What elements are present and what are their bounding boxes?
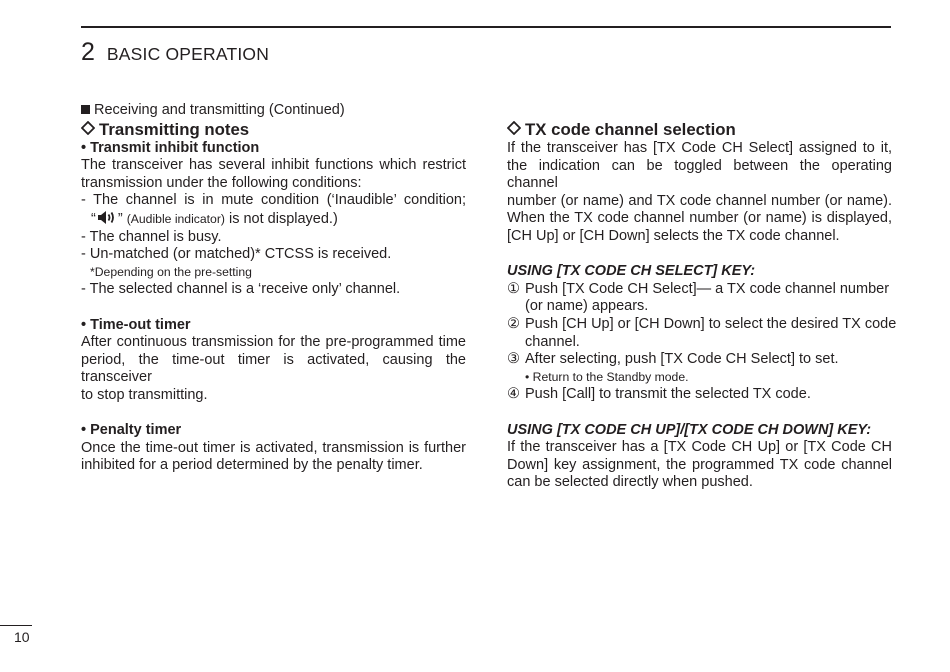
left-column — [81, 102, 466, 475]
step-3-note: • Return to the Standby mode. — [525, 369, 689, 384]
diamond-icon — [507, 121, 521, 135]
using-select-key-title: USING [TX CODE CH SELECT] KEY: — [507, 263, 756, 280]
step-4: ④ Push [Call] to transmit the selected TX code. — [507, 386, 811, 403]
section-title: Receiving and transmitting (Continued) — [81, 102, 466, 120]
page-number: 10 — [14, 629, 30, 645]
speaker-icon — [97, 210, 117, 225]
chapter-title: BASIC OPERATION — [106, 44, 270, 64]
penalty-line-1: Once the time-out timer is activated, transmission is further — [81, 439, 466, 456]
timeout-line-1: After continuous transmission for the pre-programmed time — [81, 334, 466, 351]
chapter-number: 2 — [81, 38, 95, 66]
penalty-line-2: inhibited for a period determined by the penalty timer. — [81, 457, 423, 474]
step-1-cont: (or name) appears. — [525, 298, 649, 315]
condition-1-line-1: - The channel is in mute condition (‘Inaudible’ condition; — [81, 192, 466, 209]
right-column — [507, 120, 897, 492]
timeout-title: • Time-out timer — [81, 316, 191, 333]
timeout-line-3: to stop transmitting. — [81, 386, 208, 403]
intro-line-3: number (or name) and TX code channel number (or name). — [507, 192, 892, 209]
square-bullet-icon — [81, 105, 90, 114]
intro-line-5: [CH Up] or [CH Down] selects the TX code channel. — [507, 227, 840, 244]
timeout-line-2: period, the time-out timer is activated, causing the transceiver — [81, 351, 466, 386]
condition-4: - The selected channel is a ‘receive only’ channel. — [81, 281, 401, 298]
using2-line-2: Down] key assignment, the programmed TX code channel — [507, 456, 892, 473]
step-2-cont: channel. — [525, 333, 580, 350]
intro-line-2: the indication can be toggled between the operating channel — [507, 157, 892, 192]
chapter-header — [81, 38, 269, 67]
condition-3-note: *Depending on the pre-setting — [90, 264, 252, 279]
using2-line-3: can be selected directly when pushed. — [507, 474, 753, 491]
step-1: ① Push [TX Code CH Select]— a TX code channel number — [507, 280, 890, 297]
condition-3: - Un-matched (or matched)* CTCSS is received. — [81, 246, 392, 263]
condition-2: - The channel is busy. — [81, 228, 222, 245]
step-3: ③ After selecting, push [TX Code CH Select] to set. — [507, 351, 839, 368]
intro-line-4: When the TX code channel number (or name) is displayed, — [507, 210, 892, 227]
intro-line-1: If the transceiver has [TX Code CH Select] assigned to it, — [507, 140, 892, 156]
inhibit-line-2: transmission under the following conditions: — [81, 174, 362, 191]
inhibit-title: • Transmit inhibit function — [81, 139, 260, 156]
using-up-down-key-title: USING [TX CODE CH UP]/[TX CODE CH DOWN] KEY: — [507, 421, 872, 438]
inhibit-line-1: The transceiver has several inhibit functions which restrict — [81, 157, 466, 174]
diamond-icon — [81, 121, 95, 135]
tx-code-heading: TX code channel selection — [507, 120, 892, 140]
footer-rule — [0, 625, 32, 626]
header-rule — [81, 26, 891, 28]
using2-line-1: If the transceiver has a [TX Code CH Up] or [TX Code CH — [507, 439, 892, 456]
penalty-title: • Penalty timer — [81, 422, 182, 439]
step-2: ② Push [CH Up] or [CH Down] to select the desired TX code — [507, 315, 897, 332]
condition-1-line-2: “ ” (Audible indicator) is not displayed.) — [91, 210, 338, 227]
transmitting-notes-heading: Transmitting notes — [81, 120, 466, 140]
